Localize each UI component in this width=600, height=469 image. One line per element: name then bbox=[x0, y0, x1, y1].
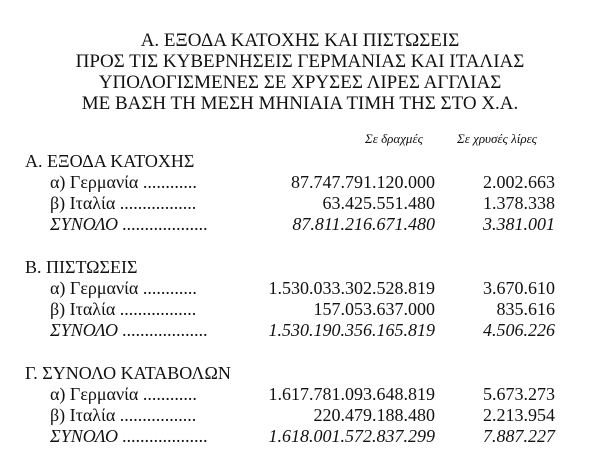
row-label: α) Γερμανία ............ bbox=[50, 172, 197, 192]
data-table bbox=[0, 151, 600, 469]
value-drachmas: 1.618.001.572.837.299 bbox=[268, 426, 435, 446]
table-row-italy bbox=[0, 193, 600, 214]
table-row-total bbox=[0, 426, 600, 447]
table-row-germany bbox=[0, 384, 600, 405]
row-label: β) Ιταλία ................. bbox=[50, 193, 197, 213]
section-title: Β. ΠΙΣΤΩΣΕΙΣ bbox=[25, 257, 138, 277]
value-sovereigns: 2.213.954 bbox=[483, 405, 555, 425]
document-title bbox=[0, 30, 600, 114]
row-label: α) Γερμανία ............ bbox=[50, 278, 197, 298]
table-row-germany bbox=[0, 278, 600, 299]
row-label: ΣΥΝΟΛΟ ................... bbox=[50, 426, 209, 446]
column-header-drachmas: Σε δραχμές bbox=[365, 131, 423, 146]
value-drachmas: 87.747.791.120.000 bbox=[291, 172, 435, 192]
section-title: Α. ΕΞΟΔΑ ΚΑΤΟΧΗΣ bbox=[25, 151, 195, 171]
value-sovereigns: 3.381.001 bbox=[483, 214, 555, 234]
row-label: ΣΥΝΟΛΟ ................... bbox=[50, 214, 209, 234]
section-title: Γ. ΣΥΝΟΛΟ ΚΑΤΑΒΟΛΩΝ bbox=[25, 363, 231, 383]
value-sovereigns: 5.673.273 bbox=[483, 384, 555, 404]
value-drachmas: 87.811.216.671.480 bbox=[292, 214, 435, 234]
title-line: ΥΠΟΛΟΓΙΣΜΕΝΕΣ ΣΕ ΧΡΥΣΕΣ ΛΙΡΕΣ ΑΓΓΛΙΑΣ bbox=[98, 72, 502, 93]
value-sovereigns: 1.378.338 bbox=[483, 193, 555, 213]
row-label: α) Γερμανία ............ bbox=[50, 384, 197, 404]
title-line: ΠΡΟΣ ΤΙΣ ΚΥΒΕΡΝΗΣΕΙΣ ΓΕΡΜΑΝΙΑΣ ΚΑΙ ΙΤΑΛΙΑΣ bbox=[75, 51, 525, 72]
value-drachmas: 1.530.190.356.165.819 bbox=[268, 320, 435, 340]
section-credits bbox=[0, 257, 600, 341]
row-label: ΣΥΝΟΛΟ ................... bbox=[50, 320, 209, 340]
table-row-italy bbox=[0, 405, 600, 426]
value-drachmas: 1.617.781.093.648.819 bbox=[268, 384, 435, 404]
title-line: ΜΕ ΒΑΣΗ ΤΗ ΜΕΣΗ ΜΗΝΙΑΙΑ ΤΙΜΗ ΤΗΣ ΣΤΟ Χ.Α. bbox=[81, 93, 519, 114]
value-drachmas: 157.053.637.000 bbox=[313, 299, 435, 319]
row-label: β) Ιταλία ................. bbox=[50, 299, 197, 319]
value-drachmas: 220.479.188.480 bbox=[313, 405, 435, 425]
table-row-total bbox=[0, 320, 600, 341]
value-sovereigns: 7.887.227 bbox=[483, 426, 555, 446]
value-sovereigns: 2.002.663 bbox=[483, 172, 555, 192]
row-label: β) Ιταλία ................. bbox=[50, 405, 197, 425]
table-row-italy bbox=[0, 299, 600, 320]
table-row-total bbox=[0, 214, 600, 235]
section-total-payments bbox=[0, 363, 600, 447]
value-drachmas: 1.530.033.302.528.819 bbox=[268, 278, 435, 298]
table-row-germany bbox=[0, 172, 600, 193]
title-line: Α. ΕΞΟΔΑ ΚΑΤΟΧΗΣ ΚΑΙ ΠΙΣΤΩΣΕΙΣ bbox=[140, 30, 460, 51]
column-header-sovereigns: Σε χρυσές λίρες bbox=[457, 131, 537, 146]
value-sovereigns: 4.506.226 bbox=[483, 320, 555, 340]
section-occupation-costs bbox=[0, 151, 600, 235]
value-sovereigns: 3.670.610 bbox=[483, 278, 555, 298]
value-drachmas: 63.425.551.480 bbox=[322, 193, 435, 213]
value-sovereigns: 835.616 bbox=[496, 299, 555, 319]
